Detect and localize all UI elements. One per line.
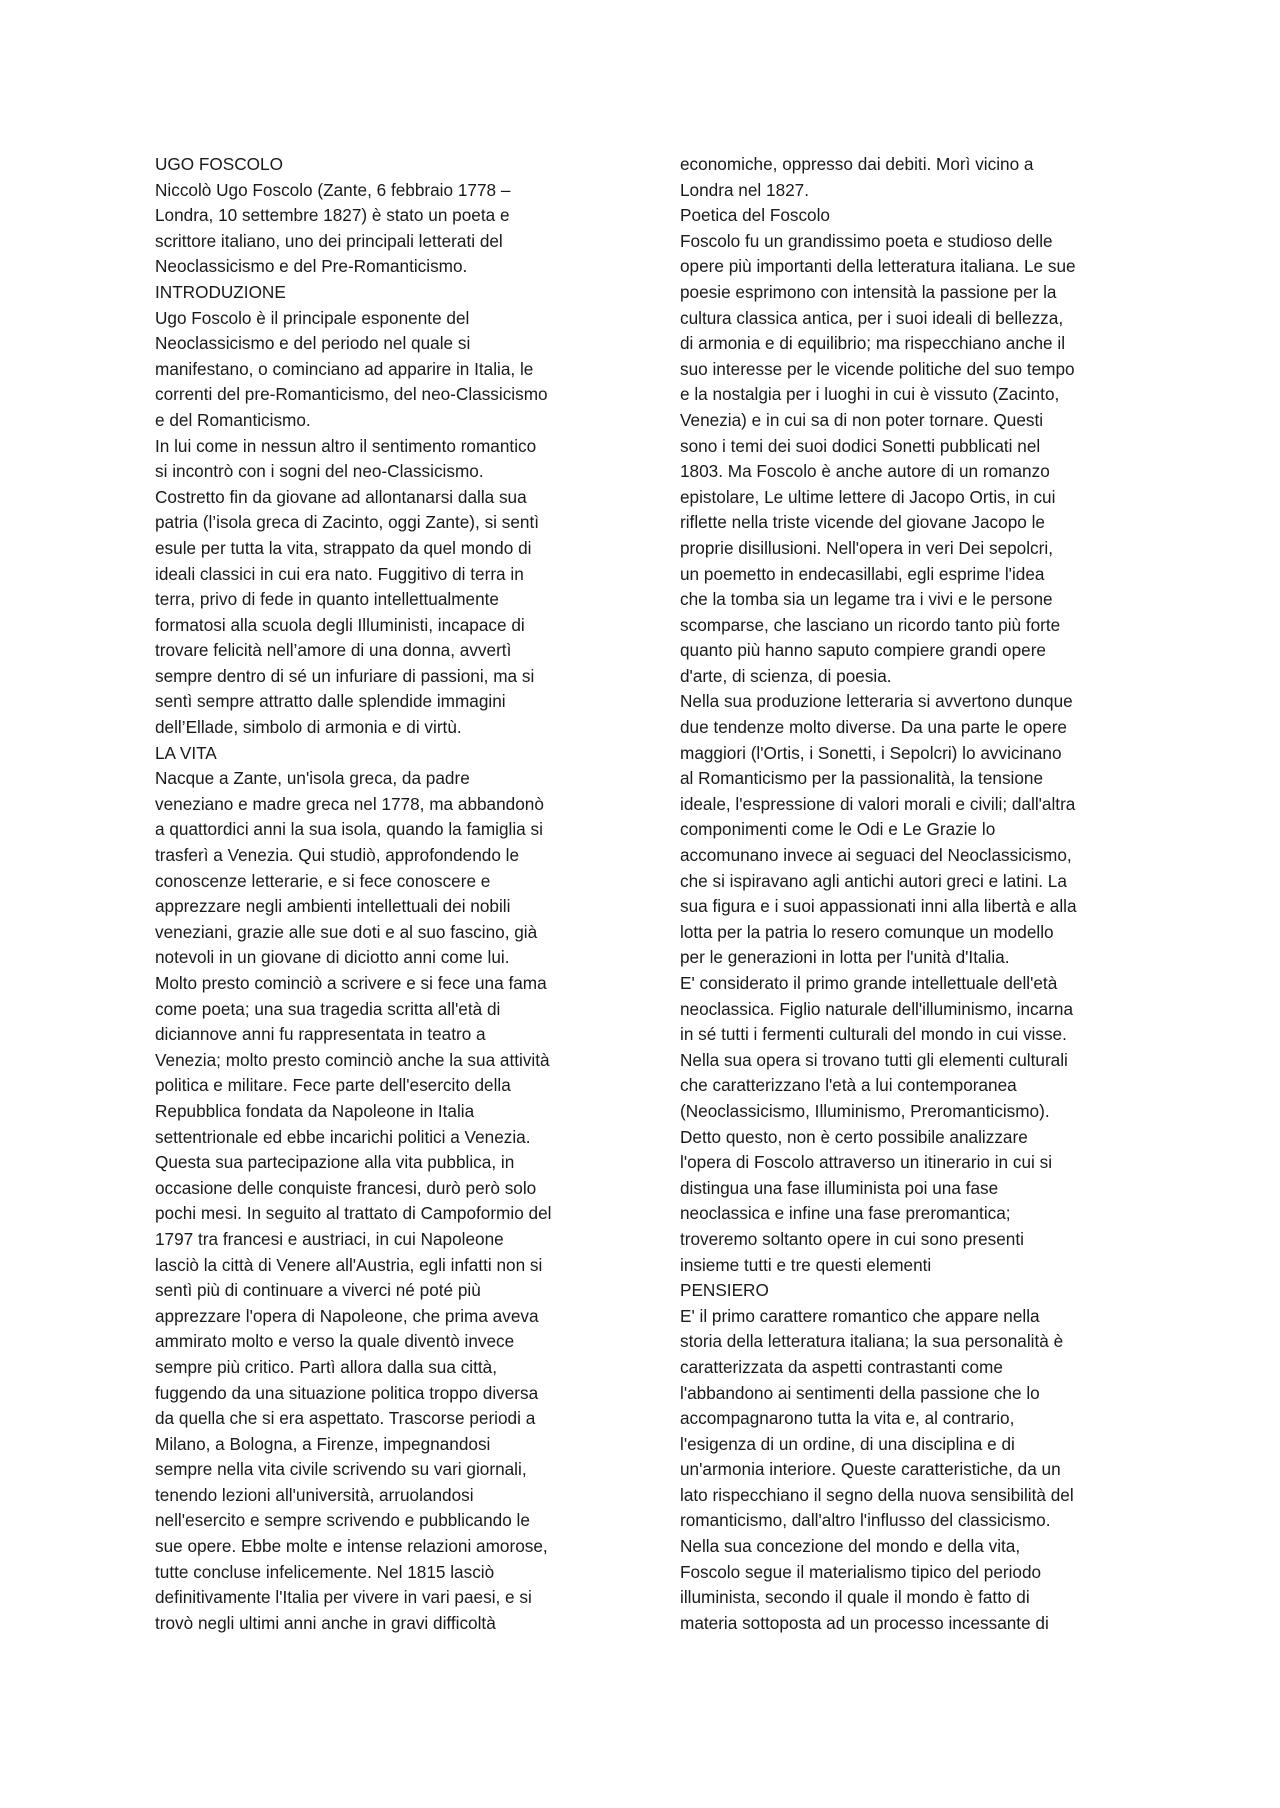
text-line: sono i temi dei suoi dodici Sonetti pubblicati nel [680, 435, 1041, 456]
text-line: che caratterizzano l'età a lui contemporanea [680, 1075, 1017, 1096]
text-line: due tendenze molto diverse. Da una parte le opere [680, 717, 1067, 738]
text-line: trasferì a Venezia. Qui studiò, approfondendo le [155, 845, 520, 866]
text-line: sentì più di continuare a viverci né poté più [155, 1280, 481, 1301]
text-line: politica e militare. Fece parte dell'esercito della [155, 1075, 511, 1096]
text-line: romanticismo, dall'altro l'influsso del classicismo. [680, 1510, 1051, 1531]
text-line: E' considerato il primo grande intellettuale dell'età [680, 973, 1058, 993]
text-line: (Neoclassicismo, Illuminismo, Preromanticismo). [680, 1100, 1050, 1121]
text-line: storia della letteratura italiana; la sua personalità è [680, 1331, 1064, 1352]
text-line: epistolare, Le ultime lettere di Jacopo Ortis, in cui [680, 486, 1056, 507]
text-line: accompagnarono tutta la vita e, al contrario, [680, 1408, 1015, 1429]
text-line: pochi mesi. In seguito al trattato di Campoformio del [155, 1203, 552, 1224]
text-line: sua figura e i suoi appassionati inni alla libertà e alla [680, 896, 1077, 917]
text-line: sempre più critico. Partì allora dalla sua città, [155, 1356, 497, 1377]
text-line: riflette nella triste vicende del giovane Jacopo le [680, 512, 1045, 533]
text-line: apprezzare l'opera di Napoleone, che prima aveva [155, 1305, 539, 1326]
text-line: accomunano invece ai seguaci del Neoclassicismo, [680, 845, 1072, 866]
text-line: notevoli in un giovane di diciotto anni come lui. [155, 947, 510, 968]
text-line: economiche, oppresso dai debiti. Morì vicino a [680, 154, 1034, 174]
text-line: come poeta; una sua tragedia scritta all'età di [155, 998, 501, 1019]
text-line: manifestano, o cominciano ad apparire in Italia, le [155, 358, 534, 379]
text-line: lotta per la patria lo resero comunque un modello [680, 921, 1054, 942]
text-line: Repubblica fondata da Napoleone in Italia [155, 1100, 475, 1121]
text-line: E' il primo carattere romantico che appare nella [680, 1305, 1040, 1326]
text-line: poesie esprimono con intensità la passione per la [680, 281, 1057, 302]
text-line: sempre nella vita civile scrivendo su vari giornali, [155, 1459, 527, 1480]
text-line: un poemetto in endecasillabi, egli esprime l'idea [680, 563, 1045, 584]
text-line: INTRODUZIONE [155, 281, 286, 302]
text-line: Ugo Foscolo è il principale esponente del [155, 307, 470, 328]
text-line: lasciò la città di Venere all'Austria, egli infatti non si [155, 1254, 543, 1275]
text-line: Venezia; molto presto cominciò anche la sua attività [155, 1049, 550, 1070]
text-line: veneziano e madre greca nel 1778, ma abbandonò [155, 793, 544, 814]
text-line: sue opere. Ebbe molte e intense relazioni amorose, [155, 1536, 548, 1557]
text-line: scrittore italiano, uno dei principali letterati del [155, 230, 503, 251]
text-line: l'abbandono ai sentimenti della passione che lo [680, 1382, 1040, 1403]
text-line: illuminista, secondo il quale il mondo è fatto di [680, 1587, 1030, 1608]
text-line: proprie disillusioni. Nell'opera in veri Dei sepolcri, [680, 537, 1053, 558]
text-line: Londra, 10 settembre 1827) è stato un poeta e [155, 205, 510, 226]
text-line: suo interesse per le vicende politiche del suo tempo [680, 358, 1075, 379]
text-line: Neoclassicismo e del periodo nel quale si [155, 333, 471, 354]
text-line: nell'esercito e sempre scrivendo e pubblicando le [155, 1510, 530, 1531]
text-line: caratterizzata da aspetti contrastanti come [680, 1356, 1003, 1377]
text-line: Neoclassicismo e del Pre-Romanticismo. [155, 256, 468, 277]
text-line: Nella sua opera si trovano tutti gli elementi culturali [680, 1049, 1068, 1070]
text-line: occasione delle conquiste francesi, durò però solo [155, 1177, 537, 1198]
text-line: componimenti come le Odi e Le Grazie lo [680, 819, 996, 840]
text-line: 1797 tra francesi e austriaci, in cui Napoleone [155, 1228, 504, 1249]
text-line: scomparse, che lasciano un ricordo tanto più forte [680, 614, 1061, 635]
text-line: ammirato molto e verso la quale diventò invece [155, 1331, 515, 1352]
text-line: al Romanticismo per la passionalità, la tensione [680, 768, 1044, 789]
text-line: e la nostalgia per i luoghi in cui è vissuto (Zacinto, [680, 384, 1060, 405]
text-line: d'arte, di scienza, di poesia. [680, 665, 892, 686]
text-line: 1803. Ma Foscolo è anche autore di un romanzo [680, 461, 1050, 482]
text-line: Detto questo, non è certo possibile analizzare [680, 1126, 1028, 1147]
text-line: un'armonia interiore. Queste caratteristiche, da un [680, 1459, 1061, 1480]
text-line: che si ispiravano agli antichi autori greci e latini. La [680, 870, 1067, 891]
text-line: settentrionale ed ebbe incarichi politici a Venezia. [155, 1126, 531, 1147]
text-line: di armonia e di equilibrio; ma rispecchiano anche il [680, 333, 1066, 354]
text-line: PENSIERO [680, 1280, 769, 1301]
text-line: Poetica del Foscolo [680, 205, 830, 226]
text-line: Questa sua partecipazione alla vita pubblica, in [155, 1152, 515, 1173]
text-line: Nella sua concezione del mondo e della vita, [680, 1536, 1021, 1557]
text-line: dell’Ellade, simbolo di armonia e di virtù. [155, 717, 462, 738]
text-line: in sé tutti i fermenti culturali del mondo in cui visse. [680, 1024, 1067, 1045]
text-line: Nella sua produzione letteraria si avvertono dunque [680, 691, 1073, 712]
text-line: Foscolo fu un grandissimo poeta e studioso delle [680, 230, 1053, 251]
text-line: Costretto fin da giovane ad allontanarsi dalla sua [155, 486, 527, 507]
text-line: esule per tutta la vita, strappato da quel mondo di [155, 537, 532, 558]
text-line: ideali classici in cui era nato. Fuggitivo di terra in [155, 563, 524, 584]
text-line: maggiori (l'Ortis, i Sonetti, i Sepolcri) lo avvicinano [680, 742, 1062, 763]
left-column [155, 152, 607, 1636]
text-line: formatosi alla scuola degli Illuministi, incapace di [155, 614, 525, 635]
text-line: Molto presto cominciò a scrivere e si fece una fama [155, 973, 547, 993]
text-line: Londra nel 1827. [680, 179, 810, 200]
text-line: LA VITA [155, 742, 217, 763]
text-line: Nacque a Zante, un'isola greca, da padre [155, 768, 470, 789]
text-line: tenendo lezioni all'università, arruolandosi [155, 1484, 474, 1505]
text-line: In lui come in nessun altro il sentimento romantico [155, 435, 537, 456]
text-line: trovò negli ultimi anni anche in gravi difficoltà [155, 1612, 496, 1633]
text-line: opere più importanti della letteratura italiana. Le sue [680, 256, 1076, 277]
text-line: correnti del pre-Romanticismo, del neo-Classicismo [155, 384, 548, 405]
text-line: distingua una fase illuminista poi una fase [680, 1177, 999, 1198]
text-line: trovare felicità nell’amore di una donna, avvertì [155, 640, 512, 661]
text-line: da quella che si era aspettato. Trascorse periodi a [155, 1408, 536, 1429]
text-line: sentì sempre attratto dalle splendide immagini [155, 691, 506, 712]
text-line: Foscolo segue il materialismo tipico del periodo [680, 1561, 1042, 1582]
text-line: quanto più hanno saputo compiere grandi opere [680, 640, 1046, 661]
text-line: si incontrò con i sogni del neo-Classicismo. [155, 461, 484, 482]
text-line: patria (l’isola greca di Zacinto, oggi Zante), si sentì [155, 512, 540, 533]
text-line: per le generazioni in lotta per l'unità d'Italia. [680, 947, 1010, 968]
text-line: tutte concluse infelicemente. Nel 1815 lasciò [155, 1561, 495, 1582]
text-line: UGO FOSCOLO [155, 154, 283, 174]
text-line: insieme tutti e tre questi elementi [680, 1254, 932, 1275]
text-line: che la tomba sia un legame tra i vivi e le persone [680, 589, 1053, 610]
text-line: fuggendo da una situazione politica troppo diversa [155, 1382, 539, 1403]
text-line: troveremo soltanto opere in cui sono presenti [680, 1228, 1024, 1249]
text-line: Venezia) e in cui sa di non poter tornare. Questi [680, 409, 1044, 430]
text-line: a quattordici anni la sua isola, quando la famiglia si [155, 819, 543, 840]
text-line: veneziani, grazie alle sue doti e al suo fascino, già [155, 921, 538, 942]
text-line: materia sottoposta ad un processo incessante di [680, 1612, 1049, 1633]
text-line: definitivamente l'Italia per vivere in vari paesi, e si [155, 1587, 532, 1608]
text-line: Niccolò Ugo Foscolo (Zante, 6 febbraio 1778 – [155, 179, 511, 200]
text-line: l'esigenza di un ordine, di una disciplina e di [680, 1433, 1015, 1454]
right-column [680, 152, 1132, 1636]
text-line: neoclassica e infine una fase preromantica; [680, 1203, 1011, 1224]
text-line: Milano, a Bologna, a Firenze, impegnandosi [155, 1433, 491, 1454]
text-line: neoclassica. Figlio naturale dell'illuminismo, incarna [680, 998, 1074, 1019]
text-line: diciannove anni fu rappresentata in teatro a [155, 1024, 486, 1045]
text-line: lato rispecchiano il segno della nuova sensibilità del [680, 1484, 1074, 1505]
text-line: apprezzare negli ambienti intellettuali dei nobili [155, 896, 511, 917]
text-line: sempre dentro di sé un infuriare di passioni, ma si [155, 665, 535, 686]
text-line: ideale, l'espressione di valori morali e civili; dall'altra [680, 793, 1076, 814]
text-line: cultura classica antica, per i suoi ideali di bellezza, [680, 307, 1064, 328]
text-line: conoscenze letterarie, e si fece conoscere e [155, 870, 491, 891]
text-line: e del Romanticismo. [155, 409, 311, 430]
text-line: l'opera di Foscolo attraverso un itinerario in cui si [680, 1152, 1053, 1173]
text-line: terra, privo di fede in quanto intellettualmente [155, 589, 499, 610]
